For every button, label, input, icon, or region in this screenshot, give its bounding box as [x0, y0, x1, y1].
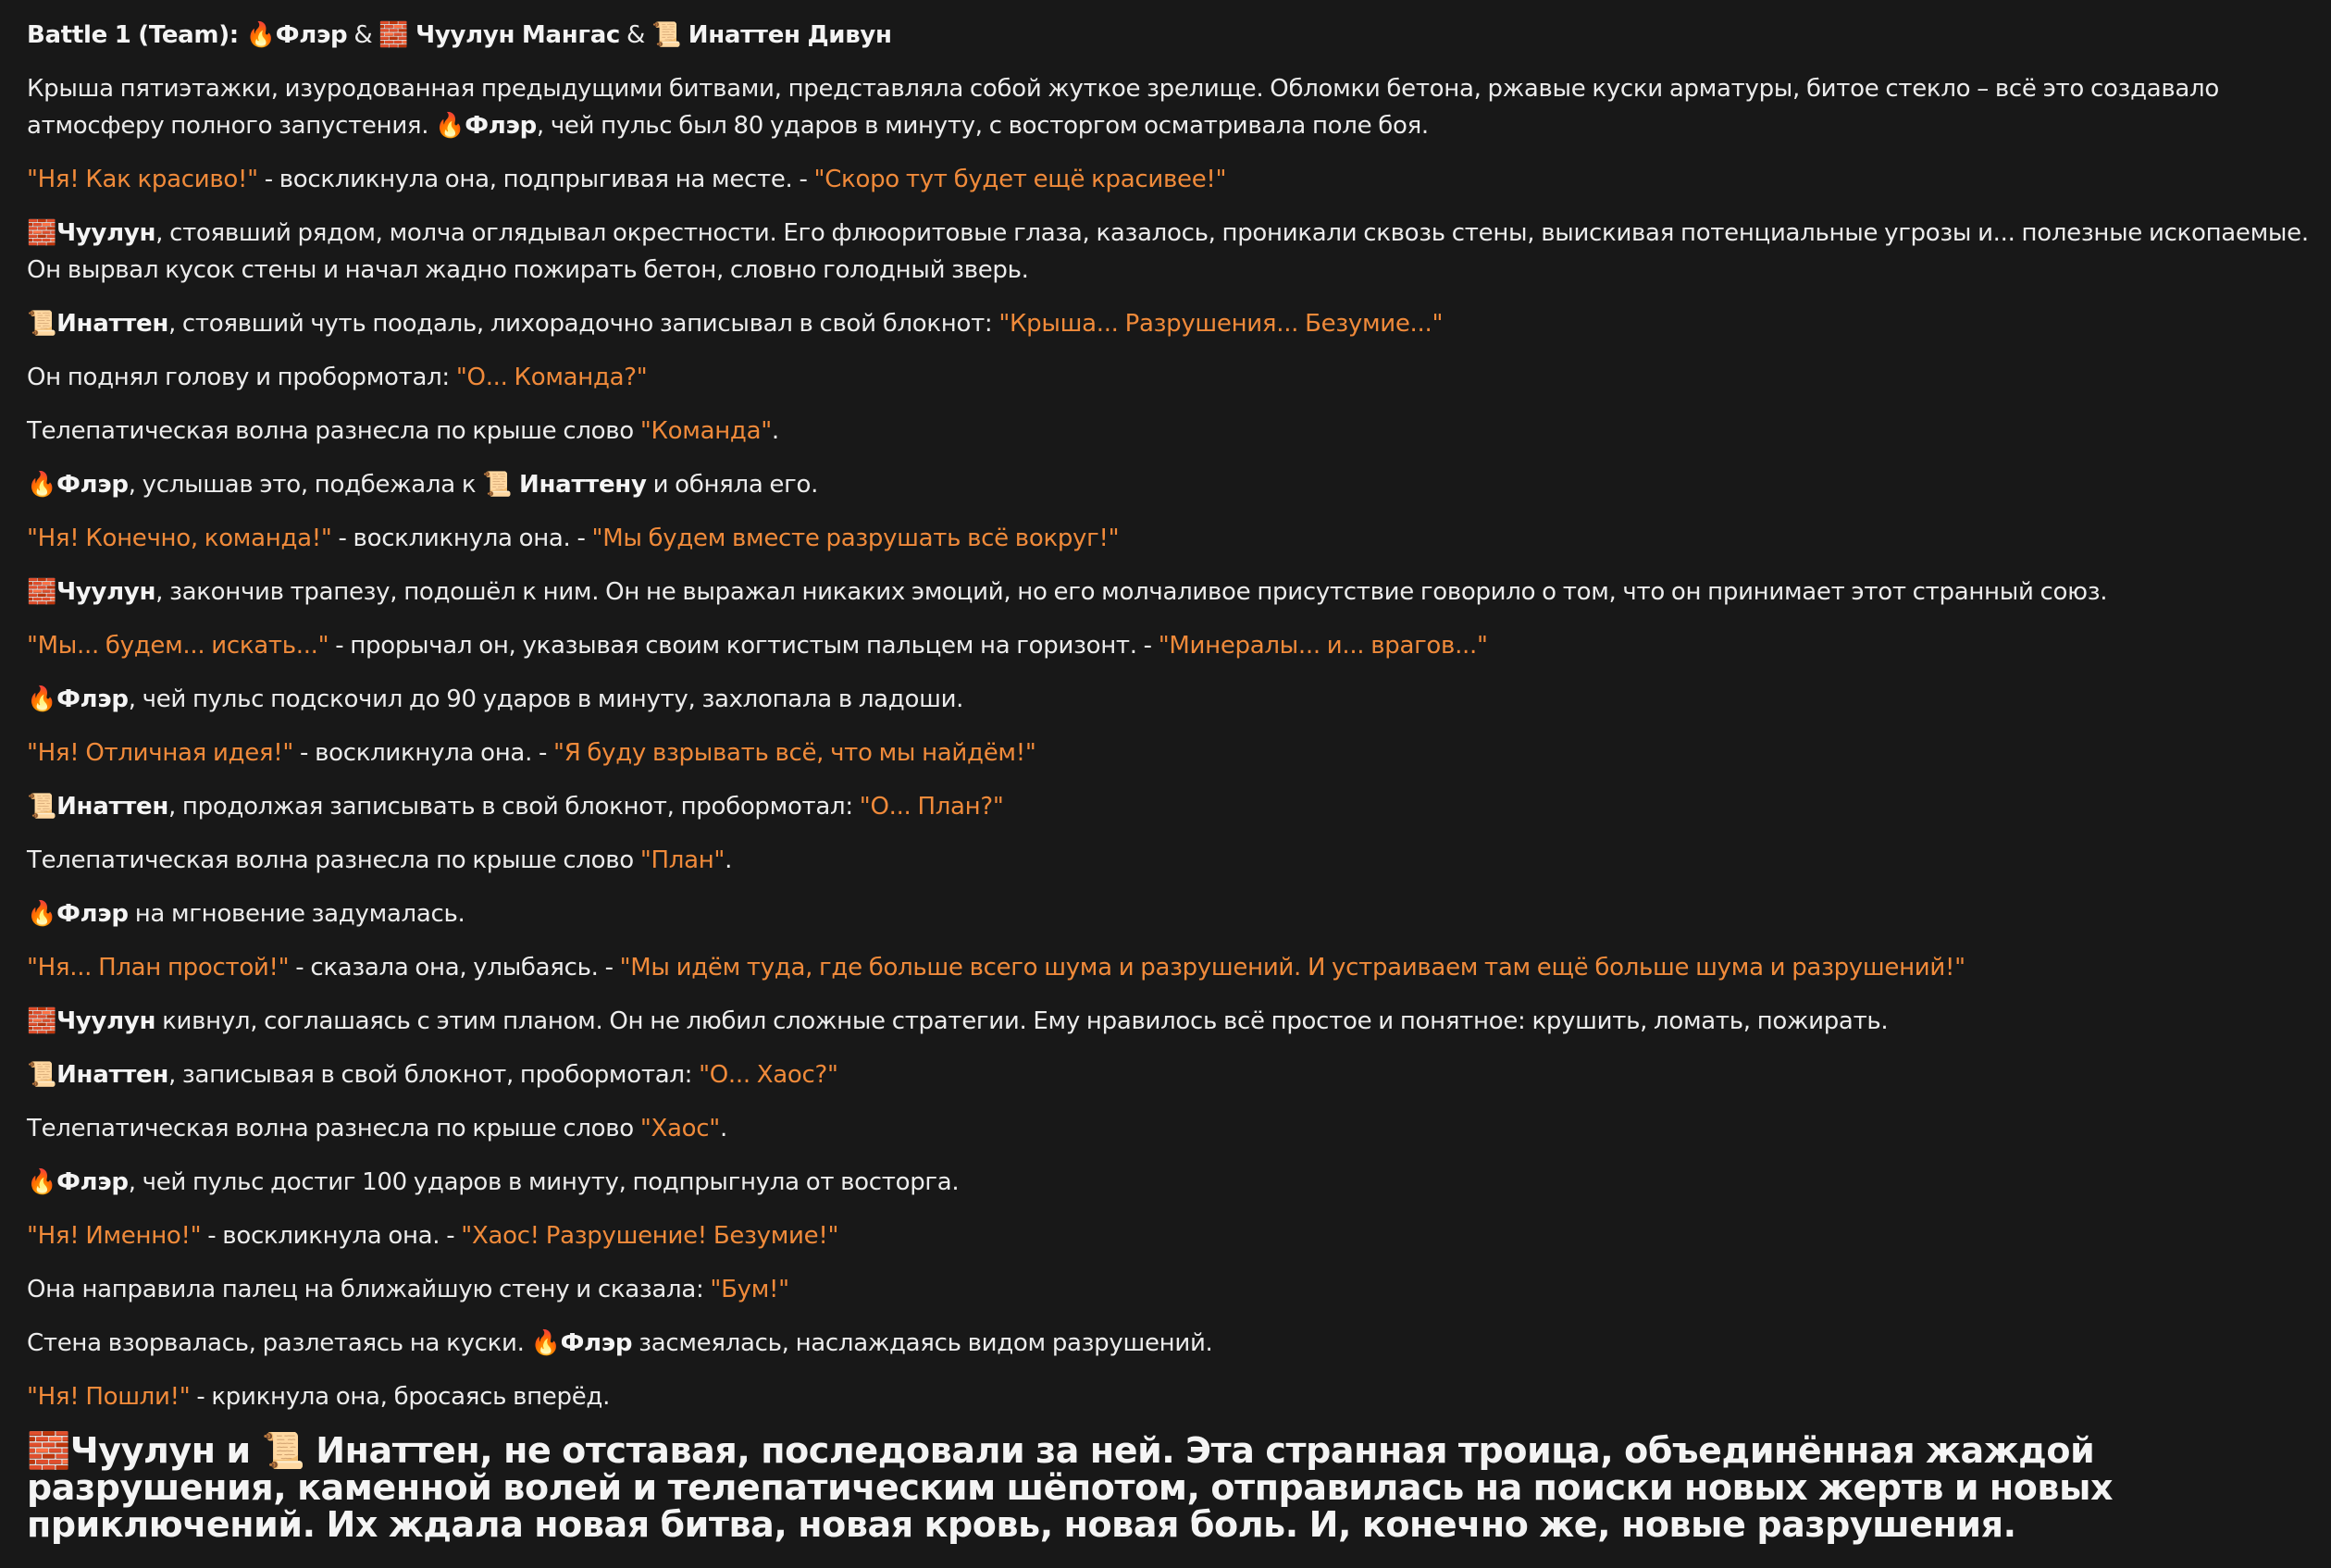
- quote-text: "Крыша... Разрушения... Безумие...": [998, 310, 1444, 338]
- quote-text: "Мы будем вместе разрушать всё вокруг!": [591, 525, 1120, 552]
- character-name: Чуулун Мангас: [408, 21, 621, 49]
- battle-title: [27, 17, 2311, 54]
- narration-text: - воскликнула она. -: [331, 525, 592, 552]
- narration-text: &: [347, 21, 379, 49]
- character-name: Чуулун и: [69, 1430, 262, 1471]
- fire-icon: 🔥: [245, 21, 276, 49]
- narration-text: - воскликнула она. -: [201, 1222, 462, 1250]
- quote-text: "Ня... План простой!": [27, 954, 290, 982]
- story-paragraph: [27, 359, 2311, 396]
- narration-text: Крыша пятиэтажки, изуродованная предыдущими битвами, представляла собой жуткое зрелище. Обломки бетона, ржавые куски арматуры, битое стекло – всё это создавало атмосферу полного запустения.: [27, 75, 2219, 140]
- narration-text: , закончив трапезу, подошёл к ним. Он не выражал никаких эмоций, но его молчаливое присутствие говорило о том, что он принимает этот странный союз.: [155, 578, 2108, 606]
- quote-text: "О... План?": [859, 793, 1004, 821]
- character-name: Флэр: [56, 900, 129, 928]
- character-name: Инаттену: [512, 471, 647, 499]
- quote-text: "Бум!": [710, 1276, 789, 1303]
- quote-text: "Мы идём туда, где больше всего шума и разрушений. И устраиваем там ещё больше шума и разрушений!": [619, 954, 1965, 982]
- narration-text: - воскликнула она. -: [293, 739, 554, 767]
- character-name: Флэр: [465, 112, 537, 140]
- story-paragraph: [27, 735, 2311, 772]
- narration-text: , услышав это, подбежала к: [128, 471, 483, 499]
- narration-text: .: [719, 1115, 727, 1142]
- character-name: Флэр: [56, 471, 129, 499]
- story-paragraph: [27, 1325, 2311, 1362]
- scroll-icon: 📜: [27, 793, 57, 821]
- story-paragraph: [27, 1056, 2311, 1093]
- narration-text: Телепатическая волна разнесла по крыше слово: [27, 417, 640, 445]
- narration-text: кивнул, соглашаясь с этим планом. Он не любил сложные стратегии. Ему нравилось всё простое и понятное: крушить, ломать, пожирать.: [155, 1007, 1889, 1035]
- fire-icon: 🔥: [27, 471, 57, 499]
- quote-text: "Команда": [639, 417, 772, 445]
- story-paragraph: [27, 215, 2311, 289]
- narration-text: , стоявший чуть поодаль, лихорадочно записывал в свой блокнот:: [167, 310, 999, 338]
- narration-text: , записывая в свой блокнот, пробормотал:: [167, 1061, 700, 1089]
- narration-text: Стена взорвалась, разлетаясь на куски.: [27, 1329, 531, 1357]
- character-name: Флэр: [56, 1168, 129, 1196]
- story-paragraph: [27, 70, 2311, 144]
- brick-icon: 🧱: [27, 219, 57, 247]
- story-paragraph: [27, 949, 2311, 986]
- narration-text: на мгновение задумалась.: [128, 900, 465, 928]
- story-paragraph: [27, 627, 2311, 664]
- quote-text: "Хаос! Разрушение! Безумие!": [461, 1222, 839, 1250]
- scroll-icon: 📜: [261, 1430, 305, 1471]
- character-name: Инаттен: [56, 310, 168, 338]
- narration-text: - крикнула она, бросаясь вперёд.: [190, 1383, 611, 1411]
- character-name: Флэр: [56, 685, 129, 713]
- narration-text: , стоявший рядом, молча оглядывал окрестности. Его флюоритовые глаза, казалось, проникали сквозь стены, выискивая потенциальные угрозы и... полезные ископаемые. Он вырвал кусок стены и начал жадно пожирать бетон, словно голодный зверь.: [27, 219, 2309, 284]
- narration-text: , продолжая записывать в свой блокнот, пробормотал:: [167, 793, 860, 821]
- quote-text: "План": [639, 846, 725, 874]
- narration-text: засмеялась, наслаждаясь видом разрушений.: [632, 1329, 1213, 1357]
- story-paragraph: [27, 305, 2311, 342]
- quote-text: "О... Команда?": [455, 364, 648, 391]
- narration-text: - сказала она, улыбаясь. -: [289, 954, 620, 982]
- narration-text: , чей пульс был 80 ударов в минуту, с восторгом осматривала поле боя.: [536, 112, 1429, 140]
- story-paragraph: [27, 842, 2311, 879]
- narration-text: Она направила палец на ближайшую стену и сказала:: [27, 1276, 711, 1303]
- scroll-icon: 📜: [27, 310, 57, 338]
- quote-text: "Ня! Как красиво!": [27, 166, 258, 193]
- narration-text: , чей пульс подскочил до 90 ударов в минуту, захлопала в ладоши.: [128, 685, 964, 713]
- story-paragraph: [27, 1271, 2311, 1308]
- character-name: Флэр: [560, 1329, 633, 1357]
- narration-text: Телепатическая волна разнесла по крыше слово: [27, 846, 640, 874]
- character-name: Battle 1 (Team):: [27, 21, 246, 49]
- narration-text: и обняла его.: [646, 471, 819, 499]
- quote-text: "Ня! Конечно, команда!": [27, 525, 332, 552]
- story-paragraph: [27, 788, 2311, 825]
- narration-text: - прорычал он, указывая своим когтистым пальцем на горизонт. -: [329, 632, 1159, 660]
- character-name: Чуулун: [56, 219, 156, 247]
- character-name: Инаттен: [56, 793, 168, 821]
- scroll-icon: 📜: [482, 471, 513, 499]
- character-name: Инаттен: [56, 1061, 168, 1089]
- quote-text: "Ня! Именно!": [27, 1222, 202, 1250]
- story-paragraph: [27, 574, 2311, 611]
- story-paragraph: [27, 466, 2311, 503]
- narration-text: - воскликнула она, подпрыгивая на месте. -: [257, 166, 814, 193]
- brick-icon: 🧱: [27, 1430, 70, 1471]
- fire-icon: 🔥: [27, 685, 57, 713]
- brick-icon: 🧱: [378, 21, 409, 49]
- narration-text: Телепатическая волна разнесла по крыше слово: [27, 1115, 640, 1142]
- story-paragraph: [27, 413, 2311, 450]
- quote-text: "Скоро тут будет ещё красивее!": [813, 166, 1227, 193]
- quote-text: "О... Хаос?": [699, 1061, 838, 1089]
- character-name: Чуулун: [56, 578, 156, 606]
- quote-text: "Ня! Пошли!": [27, 1383, 191, 1411]
- fire-icon: 🔥: [435, 112, 465, 140]
- scroll-icon: 📜: [27, 1061, 57, 1089]
- story-paragraph: [27, 1217, 2311, 1254]
- character-name: Инаттен Дивун: [681, 21, 892, 49]
- character-name: Инаттен, не отставая, последовали за ней. Эта странная троица, объединённая жаждой разрушения, каменной волей и телепатическим шёпотом, отправилась на поиски новых жертв и новых приключений. Их ждала новая битва, новая кровь, новая боль. И, конечно же, новые разрушения.: [27, 1430, 2114, 1545]
- narration-text: .: [771, 417, 779, 445]
- fire-icon: 🔥: [27, 1168, 57, 1196]
- character-name: Чуулун: [56, 1007, 156, 1035]
- quote-text: "Ня! Отличная идея!": [27, 739, 294, 767]
- fire-icon: 🔥: [27, 900, 57, 928]
- story-paragraph: [27, 1378, 2311, 1415]
- story-paragraph: [27, 161, 2311, 198]
- character-name: Флэр: [275, 21, 348, 49]
- story-paragraph: [27, 1110, 2311, 1147]
- quote-text: "Мы... будем... искать...": [27, 632, 329, 660]
- quote-text: "Хаос": [639, 1115, 720, 1142]
- story-paragraph: [27, 895, 2311, 932]
- story-paragraph: [27, 681, 2311, 718]
- narration-text: .: [725, 846, 733, 874]
- fire-icon: 🔥: [530, 1329, 561, 1357]
- closing-heading: [27, 1432, 2311, 1543]
- quote-text: "Я буду взрывать всё, что мы найдём!": [553, 739, 1036, 767]
- narration-text: Он поднял голову и пробормотал:: [27, 364, 456, 391]
- story-paragraph: [27, 520, 2311, 557]
- narration-text: &: [620, 21, 651, 49]
- story-paragraph: [27, 1003, 2311, 1040]
- scroll-icon: 📜: [651, 21, 682, 49]
- quote-text: "Минералы... и... врагов...": [1158, 632, 1488, 660]
- narration-text: , чей пульс достиг 100 ударов в минуту, подпрыгнула от восторга.: [128, 1168, 960, 1196]
- story-paragraph: [27, 1164, 2311, 1201]
- brick-icon: 🧱: [27, 578, 57, 606]
- brick-icon: 🧱: [27, 1007, 57, 1035]
